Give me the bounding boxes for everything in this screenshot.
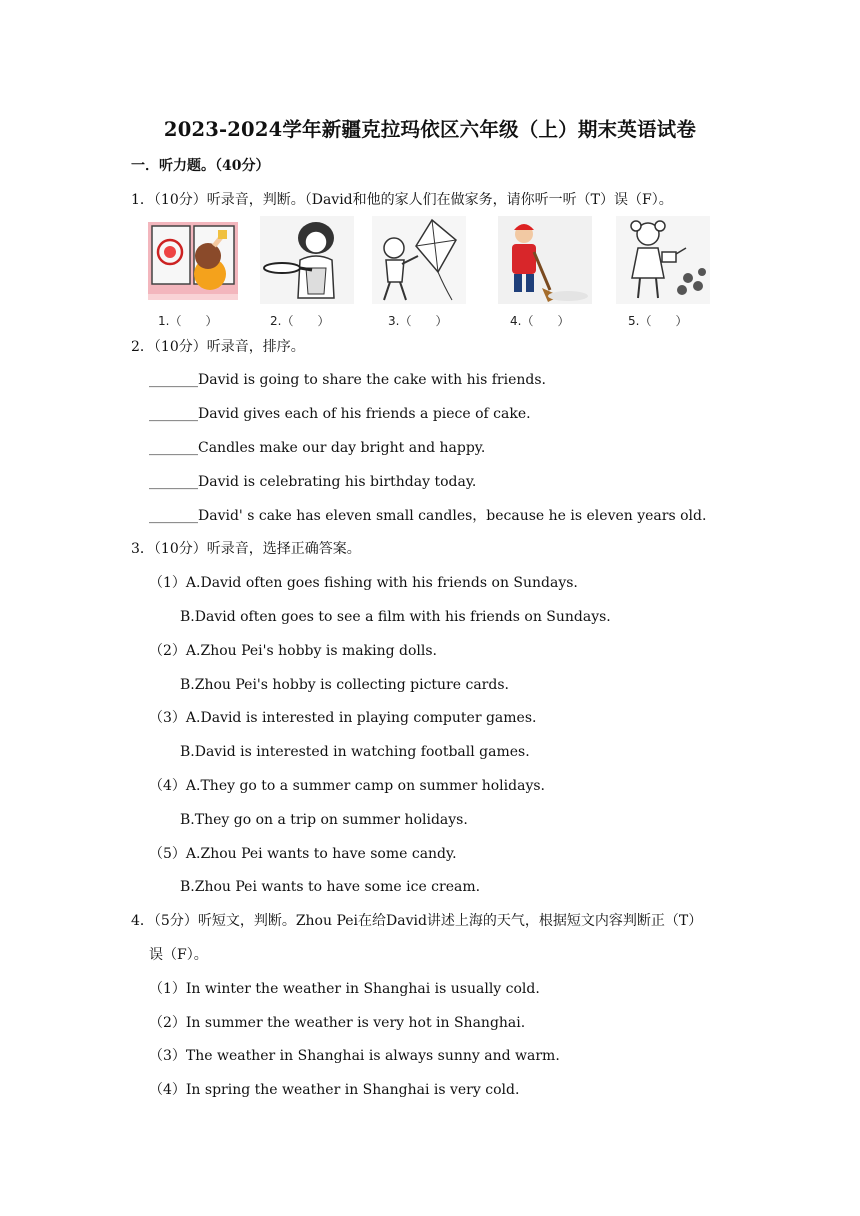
boy-flying-kite-icon xyxy=(372,216,466,304)
girl-cleaning-window-icon xyxy=(148,216,242,304)
answer-blank[interactable]: _______ xyxy=(149,406,198,422)
question-3-3-option-a[interactable]: （3）A.David is interested in playing computer games. xyxy=(149,710,537,726)
answer-blank[interactable]: _______ xyxy=(149,508,198,524)
question-2-item-2 xyxy=(149,404,531,424)
question-1-label-3: 3.（ ） xyxy=(388,314,448,328)
question-4-item-3: （3）The weather in Shanghai is always sunny and warm. xyxy=(149,1048,560,1064)
question-1-label-5: 5.（ ） xyxy=(628,314,688,328)
question-1-label-1: 1.（ ） xyxy=(158,314,218,328)
question-3-instruction: 3．（10分）听录音，选择正确答案。 xyxy=(131,541,361,557)
question-4-instruction-continued: 误（F）。 xyxy=(149,947,208,963)
question-4-item-2: （2）In summer the weather is very hot in Shanghai. xyxy=(149,1015,526,1031)
question-3-4-option-b[interactable]: B.They go on a trip on summer holidays. xyxy=(180,812,468,828)
question-3-5-option-b[interactable]: B.Zhou Pei wants to have some ice cream. xyxy=(180,879,481,895)
sentence-text: Candles make our day bright and happy. xyxy=(198,440,486,456)
question-4-instruction: 4．（5分）听短文，判断。Zhou Pei在给David讲述上海的天气，根据短文内容判断正（T） xyxy=(131,913,703,929)
question-2-item-5 xyxy=(149,506,706,526)
question-3-2-option-a[interactable]: （2）A.Zhou Pei's hobby is making dolls. xyxy=(149,643,437,659)
question-2-item-4 xyxy=(149,472,476,492)
answer-blank[interactable]: _______ xyxy=(149,372,198,388)
sentence-text: David' s cake has eleven small candles，because he is eleven years old. xyxy=(198,508,707,524)
question-3-2-option-b[interactable]: B.Zhou Pei's hobby is collecting picture cards. xyxy=(180,677,509,693)
question-2-instruction: 2．（10分）听录音，排序。 xyxy=(131,339,305,355)
question-3-5-option-a[interactable]: （5）A.Zhou Pei wants to have some candy. xyxy=(149,846,457,862)
question-1-pictures xyxy=(148,216,718,331)
exam-title: 2023-2024学年新疆克拉玛依区六年级（上）期末英语试卷 xyxy=(163,118,697,141)
question-3-3-option-b[interactable]: B.David is interested in watching football games. xyxy=(180,744,530,760)
question-3-1-option-a[interactable]: （1）A.David often goes fishing with his friends on Sundays. xyxy=(149,575,578,591)
woman-cooking-pan-icon xyxy=(260,216,354,304)
sentence-text: David is celebrating his birthday today. xyxy=(198,474,477,490)
section-heading-listening: 一．听力题。（40分） xyxy=(131,158,270,174)
question-2-item-1 xyxy=(149,370,546,390)
question-1-label-4: 4.（ ） xyxy=(510,314,570,328)
sentence-text: David is going to share the cake with his friends. xyxy=(198,372,546,388)
answer-blank[interactable]: _______ xyxy=(149,440,198,456)
sentence-text: David gives each of his friends a piece of cake. xyxy=(198,406,531,422)
boy-sweeping-snow-icon xyxy=(498,216,592,304)
girl-watering-flowers-icon xyxy=(616,216,710,304)
answer-blank[interactable]: _______ xyxy=(149,474,198,490)
question-1-label-2: 2.（ ） xyxy=(270,314,330,328)
question-1-instruction: 1．（10分）听录音，判断。（David和他的家人们在做家务，请你听一听（T）误（F）。 xyxy=(131,192,673,208)
question-4-item-1: （1）In winter the weather in Shanghai is usually cold. xyxy=(149,981,540,997)
question-4-item-4: （4）In spring the weather in Shanghai is very cold. xyxy=(149,1082,520,1098)
question-2-item-3 xyxy=(149,438,485,458)
question-3-4-option-a[interactable]: （4）A.They go to a summer camp on summer holidays. xyxy=(149,778,545,794)
question-3-1-option-b[interactable]: B.David often goes to see a film with his friends on Sundays. xyxy=(180,609,611,625)
